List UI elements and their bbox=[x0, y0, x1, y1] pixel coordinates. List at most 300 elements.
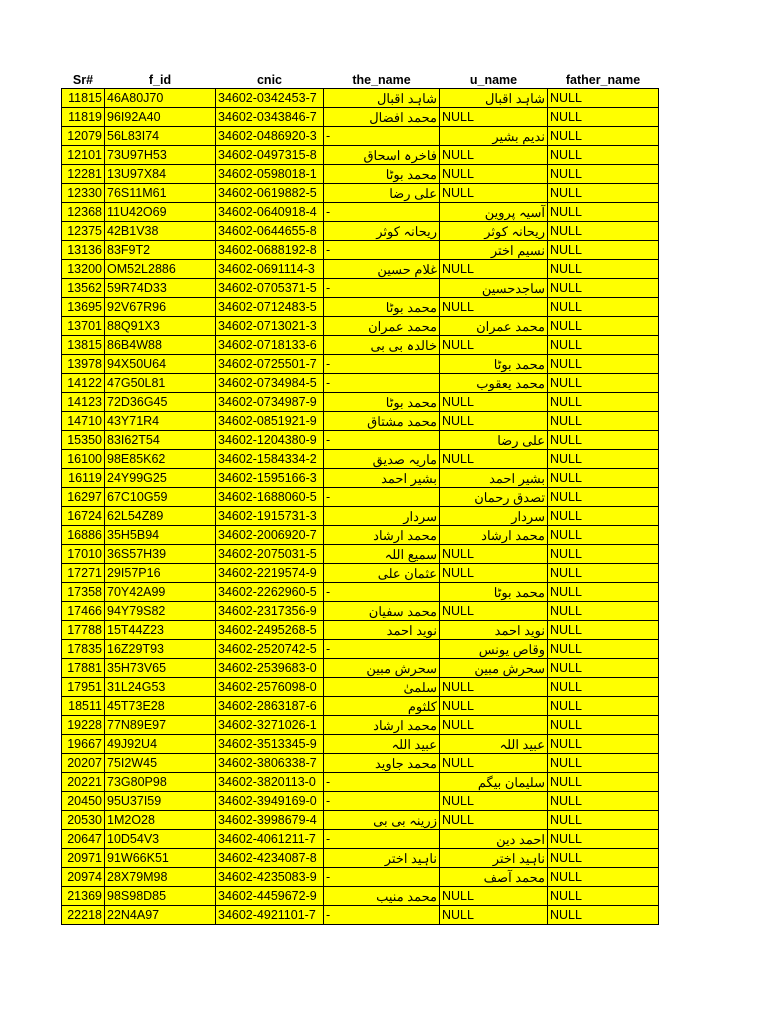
u-name-cell[interactable]: NULL bbox=[440, 545, 548, 564]
the-name-cell[interactable]: - bbox=[324, 640, 440, 659]
father-name-cell[interactable]: NULL bbox=[548, 716, 659, 735]
table-row bbox=[62, 393, 659, 412]
the-name-cell[interactable]: سردار bbox=[324, 507, 440, 526]
father-name-cell[interactable]: NULL bbox=[548, 621, 659, 640]
cnic-cell[interactable]: 34602-0712483-5 bbox=[216, 298, 324, 317]
f-id-cell[interactable]: 45T73E28 bbox=[105, 697, 216, 716]
sr-cell[interactable]: 16100 bbox=[62, 450, 105, 469]
the-name-cell[interactable]: کلثوم bbox=[324, 697, 440, 716]
sr-cell[interactable]: 12368 bbox=[62, 203, 105, 222]
the-name-cell[interactable]: نوید احمد bbox=[324, 621, 440, 640]
table-row bbox=[62, 754, 659, 773]
f-id-cell[interactable]: 22N4A97 bbox=[105, 906, 216, 925]
the-name-cell[interactable]: محمد منیب bbox=[324, 887, 440, 906]
cnic-cell[interactable]: 34602-0343846-7 bbox=[216, 108, 324, 127]
cnic-cell[interactable]: 34602-2006920-7 bbox=[216, 526, 324, 545]
the-name-cell[interactable]: عثمان علی bbox=[324, 564, 440, 583]
the-name-cell[interactable]: خالدہ بی بی bbox=[324, 336, 440, 355]
f-id-cell[interactable]: 36S57H39 bbox=[105, 545, 216, 564]
sr-cell[interactable]: 12375 bbox=[62, 222, 105, 241]
cnic-cell[interactable]: 34602-3271026-1 bbox=[216, 716, 324, 735]
f-id-cell[interactable]: 98E85K62 bbox=[105, 450, 216, 469]
f-id-cell[interactable]: 94X50U64 bbox=[105, 355, 216, 374]
the-name-cell[interactable]: - bbox=[324, 792, 440, 811]
the-name-cell[interactable]: غلام حسین bbox=[324, 260, 440, 279]
table-row bbox=[62, 602, 659, 621]
cnic-cell[interactable]: 34602-2520742-5 bbox=[216, 640, 324, 659]
f-id-cell[interactable]: 56L83I74 bbox=[105, 127, 216, 146]
u-name-cell[interactable]: NULL bbox=[440, 260, 548, 279]
f-id-cell[interactable]: 86B4W88 bbox=[105, 336, 216, 355]
f-id-cell[interactable]: 49J92U4 bbox=[105, 735, 216, 754]
the-name-cell[interactable]: علی رضا bbox=[324, 184, 440, 203]
father-name-cell[interactable]: NULL bbox=[548, 260, 659, 279]
f-id-cell[interactable]: 72D36G45 bbox=[105, 393, 216, 412]
u-name-cell[interactable]: NULL bbox=[440, 564, 548, 583]
the-name-cell[interactable]: ماریہ صدیق bbox=[324, 450, 440, 469]
father-name-cell[interactable]: NULL bbox=[548, 583, 659, 602]
cnic-cell[interactable]: 34602-1595166-3 bbox=[216, 469, 324, 488]
the-name-cell[interactable]: سمیع اللہ bbox=[324, 545, 440, 564]
f-id-cell[interactable]: 83I62T54 bbox=[105, 431, 216, 450]
the-name-cell[interactable]: - bbox=[324, 241, 440, 260]
the-name-cell[interactable]: محمد بوٹا bbox=[324, 298, 440, 317]
u-name-cell[interactable]: سردار bbox=[440, 507, 548, 526]
sr-cell[interactable]: 17358 bbox=[62, 583, 105, 602]
father-name-cell[interactable]: NULL bbox=[548, 317, 659, 336]
table-row bbox=[62, 488, 659, 507]
cnic-cell[interactable]: 34602-4234087-8 bbox=[216, 849, 324, 868]
sr-cell[interactable]: 13978 bbox=[62, 355, 105, 374]
cnic-cell[interactable]: 34602-0598018-1 bbox=[216, 165, 324, 184]
cnic-cell[interactable]: 34602-0725501-7 bbox=[216, 355, 324, 374]
table-body bbox=[62, 89, 659, 925]
the-name-cell[interactable]: - bbox=[324, 583, 440, 602]
u-name-cell[interactable]: تصدق رحمان bbox=[440, 488, 548, 507]
cnic-cell[interactable]: 34602-3998679-4 bbox=[216, 811, 324, 830]
u-name-cell[interactable]: ناہید اختر bbox=[440, 849, 548, 868]
father-name-cell[interactable]: NULL bbox=[548, 678, 659, 697]
u-name-cell[interactable]: احمد دین bbox=[440, 830, 548, 849]
table-row bbox=[62, 298, 659, 317]
cnic-cell[interactable]: 34602-0851921-9 bbox=[216, 412, 324, 431]
the-name-cell[interactable]: - bbox=[324, 868, 440, 887]
f-id-cell[interactable]: 11U42O69 bbox=[105, 203, 216, 222]
f-id-cell[interactable]: 59R74D33 bbox=[105, 279, 216, 298]
u-name-cell[interactable]: محمد بوٹا bbox=[440, 355, 548, 374]
father-name-cell[interactable]: NULL bbox=[548, 165, 659, 184]
the-name-cell[interactable]: شاہد اقبال bbox=[324, 89, 440, 108]
sr-cell[interactable]: 12330 bbox=[62, 184, 105, 203]
father-name-cell[interactable]: NULL bbox=[548, 298, 659, 317]
the-name-cell[interactable]: محمد بوٹا bbox=[324, 165, 440, 184]
sr-cell[interactable]: 17788 bbox=[62, 621, 105, 640]
the-name-cell[interactable]: - bbox=[324, 203, 440, 222]
f-id-cell[interactable]: 29I57P16 bbox=[105, 564, 216, 583]
f-id-cell[interactable]: 43Y71R4 bbox=[105, 412, 216, 431]
the-name-cell[interactable]: بشیر احمد bbox=[324, 469, 440, 488]
table-row bbox=[62, 108, 659, 127]
u-name-cell[interactable]: NULL bbox=[440, 146, 548, 165]
sr-cell[interactable]: 11815 bbox=[62, 89, 105, 108]
father-name-cell[interactable]: NULL bbox=[548, 735, 659, 754]
u-name-cell[interactable]: ندیم بشیر bbox=[440, 127, 548, 146]
u-name-cell[interactable]: NULL bbox=[440, 393, 548, 412]
f-id-cell[interactable]: 35H73V65 bbox=[105, 659, 216, 678]
father-name-cell[interactable]: NULL bbox=[548, 640, 659, 659]
f-id-cell[interactable]: 13U97X84 bbox=[105, 165, 216, 184]
f-id-cell[interactable]: 91W66K51 bbox=[105, 849, 216, 868]
father-name-cell[interactable]: NULL bbox=[548, 393, 659, 412]
father-name-cell[interactable]: NULL bbox=[548, 203, 659, 222]
father-name-cell[interactable]: NULL bbox=[548, 412, 659, 431]
f-id-cell[interactable]: 24Y99G25 bbox=[105, 469, 216, 488]
u-name-cell[interactable]: آسیہ پروین bbox=[440, 203, 548, 222]
the-name-cell[interactable]: - bbox=[324, 355, 440, 374]
u-name-cell[interactable]: NULL bbox=[440, 298, 548, 317]
father-name-cell[interactable]: NULL bbox=[548, 526, 659, 545]
the-name-cell[interactable]: ناہید اختر bbox=[324, 849, 440, 868]
the-name-cell[interactable]: محمد سفیان bbox=[324, 602, 440, 621]
f-id-cell[interactable]: 76S11M61 bbox=[105, 184, 216, 203]
f-id-cell[interactable]: 73U97H53 bbox=[105, 146, 216, 165]
the-name-cell[interactable]: فاخرہ اسحاق bbox=[324, 146, 440, 165]
father-name-cell[interactable]: NULL bbox=[548, 146, 659, 165]
the-name-cell[interactable]: - bbox=[324, 279, 440, 298]
f-id-cell[interactable]: OM52L2886 bbox=[105, 260, 216, 279]
father-name-cell[interactable]: NULL bbox=[548, 431, 659, 450]
u-name-cell[interactable]: شاہد اقبال bbox=[440, 89, 548, 108]
u-name-cell[interactable]: محمد عمران bbox=[440, 317, 548, 336]
sr-cell[interactable]: 13701 bbox=[62, 317, 105, 336]
cnic-cell[interactable]: 34602-2495268-5 bbox=[216, 621, 324, 640]
table-row bbox=[62, 621, 659, 640]
father-name-cell[interactable]: NULL bbox=[548, 564, 659, 583]
f-id-cell[interactable]: 28X79M98 bbox=[105, 868, 216, 887]
sr-cell[interactable]: 17951 bbox=[62, 678, 105, 697]
u-name-cell[interactable]: سحرش مبین bbox=[440, 659, 548, 678]
u-name-cell[interactable]: NULL bbox=[440, 678, 548, 697]
father-name-cell[interactable]: NULL bbox=[548, 89, 659, 108]
f-id-cell[interactable]: 67C10G59 bbox=[105, 488, 216, 507]
table-row bbox=[62, 697, 659, 716]
sr-cell[interactable]: 12101 bbox=[62, 146, 105, 165]
sr-cell[interactable]: 17010 bbox=[62, 545, 105, 564]
table-row bbox=[62, 431, 659, 450]
father-name-cell[interactable]: NULL bbox=[548, 659, 659, 678]
table-row bbox=[62, 545, 659, 564]
f-id-cell[interactable]: 42B1V38 bbox=[105, 222, 216, 241]
cnic-cell[interactable]: 34602-3820113-0 bbox=[216, 773, 324, 792]
the-name-cell[interactable]: - bbox=[324, 374, 440, 393]
table-row bbox=[62, 735, 659, 754]
sr-cell[interactable]: 22218 bbox=[62, 906, 105, 925]
the-name-cell[interactable]: - bbox=[324, 906, 440, 925]
table-row bbox=[62, 887, 659, 906]
table-row bbox=[62, 355, 659, 374]
table-row bbox=[62, 792, 659, 811]
cnic-cell[interactable]: 34602-0342453-7 bbox=[216, 89, 324, 108]
cnic-cell[interactable]: 34602-0497315-8 bbox=[216, 146, 324, 165]
sr-cell[interactable]: 19228 bbox=[62, 716, 105, 735]
table-row bbox=[62, 412, 659, 431]
u-name-cell[interactable]: NULL bbox=[440, 811, 548, 830]
cnic-cell[interactable]: 34602-0688192-8 bbox=[216, 241, 324, 260]
the-name-cell[interactable]: محمد ارشاد bbox=[324, 716, 440, 735]
u-name-cell[interactable]: سلیمان بیگم bbox=[440, 773, 548, 792]
cnic-cell[interactable]: 34602-1204380-9 bbox=[216, 431, 324, 450]
cnic-cell[interactable]: 34602-0644655-8 bbox=[216, 222, 324, 241]
sr-cell[interactable]: 17835 bbox=[62, 640, 105, 659]
sr-cell[interactable]: 20450 bbox=[62, 792, 105, 811]
f-id-cell[interactable]: 31L24G53 bbox=[105, 678, 216, 697]
f-id-cell[interactable]: 75I2W45 bbox=[105, 754, 216, 773]
u-name-cell[interactable]: NULL bbox=[440, 887, 548, 906]
cnic-cell[interactable]: 34602-2317356-9 bbox=[216, 602, 324, 621]
f-id-cell[interactable]: 16Z29T93 bbox=[105, 640, 216, 659]
cnic-cell[interactable]: 34602-2075031-5 bbox=[216, 545, 324, 564]
cnic-cell[interactable]: 34602-3806338-7 bbox=[216, 754, 324, 773]
cnic-cell[interactable]: 34602-3513345-9 bbox=[216, 735, 324, 754]
f-id-cell[interactable]: 15T44Z23 bbox=[105, 621, 216, 640]
the-name-cell[interactable]: - bbox=[324, 830, 440, 849]
father-name-cell[interactable]: NULL bbox=[548, 545, 659, 564]
f-id-cell[interactable]: 70Y42A99 bbox=[105, 583, 216, 602]
u-name-cell[interactable]: ریحانہ کوثر bbox=[440, 222, 548, 241]
the-name-cell[interactable]: محمد عمران bbox=[324, 317, 440, 336]
sr-cell[interactable]: 13695 bbox=[62, 298, 105, 317]
father-name-cell[interactable]: NULL bbox=[548, 127, 659, 146]
the-name-cell[interactable]: ریحانہ کوثر bbox=[324, 222, 440, 241]
f-id-cell[interactable]: 96I92A40 bbox=[105, 108, 216, 127]
cnic-cell[interactable]: 34602-2576098-0 bbox=[216, 678, 324, 697]
sr-cell[interactable]: 12281 bbox=[62, 165, 105, 184]
f-id-cell[interactable]: 92V67R96 bbox=[105, 298, 216, 317]
father-name-cell[interactable]: NULL bbox=[548, 507, 659, 526]
u-name-cell[interactable]: NULL bbox=[440, 602, 548, 621]
sr-cell[interactable]: 16886 bbox=[62, 526, 105, 545]
u-name-cell[interactable]: NULL bbox=[440, 450, 548, 469]
cnic-cell[interactable]: 34602-4061211-7 bbox=[216, 830, 324, 849]
sr-cell[interactable]: 13200 bbox=[62, 260, 105, 279]
records-table bbox=[61, 67, 659, 925]
u-name-cell[interactable]: علی رضا bbox=[440, 431, 548, 450]
table-row bbox=[62, 127, 659, 146]
sr-cell[interactable]: 17466 bbox=[62, 602, 105, 621]
u-name-cell[interactable]: NULL bbox=[440, 165, 548, 184]
sr-cell[interactable]: 16297 bbox=[62, 488, 105, 507]
sr-cell[interactable]: 12079 bbox=[62, 127, 105, 146]
cnic-cell[interactable]: 34602-4459672-9 bbox=[216, 887, 324, 906]
father-name-cell[interactable]: NULL bbox=[548, 450, 659, 469]
father-name-cell[interactable]: NULL bbox=[548, 792, 659, 811]
table-row bbox=[62, 659, 659, 678]
cnic-cell[interactable]: 34602-4235083-9 bbox=[216, 868, 324, 887]
cnic-cell[interactable]: 34602-3949169-0 bbox=[216, 792, 324, 811]
f-id-cell[interactable]: 73G80P98 bbox=[105, 773, 216, 792]
u-name-cell[interactable]: NULL bbox=[440, 108, 548, 127]
f-id-cell[interactable]: 10D54V3 bbox=[105, 830, 216, 849]
the-name-cell[interactable]: سلمیٰ bbox=[324, 678, 440, 697]
u-name-cell[interactable]: NULL bbox=[440, 336, 548, 355]
header-f-id: f_id bbox=[105, 67, 216, 89]
f-id-cell[interactable]: 47G50L81 bbox=[105, 374, 216, 393]
f-id-cell[interactable]: 35H5B94 bbox=[105, 526, 216, 545]
father-name-cell[interactable]: NULL bbox=[548, 222, 659, 241]
the-name-cell[interactable]: محمد مشتاق bbox=[324, 412, 440, 431]
cnic-cell[interactable]: 34602-2262960-5 bbox=[216, 583, 324, 602]
cnic-cell[interactable]: 34602-4921101-7 bbox=[216, 906, 324, 925]
u-name-cell[interactable]: NULL bbox=[440, 184, 548, 203]
f-id-cell[interactable]: 95U37I59 bbox=[105, 792, 216, 811]
table-row bbox=[62, 811, 659, 830]
table-row bbox=[62, 830, 659, 849]
father-name-cell[interactable]: NULL bbox=[548, 906, 659, 925]
table-row bbox=[62, 640, 659, 659]
u-name-cell[interactable]: ساجدحسین bbox=[440, 279, 548, 298]
cnic-cell[interactable]: 34602-2219574-9 bbox=[216, 564, 324, 583]
cnic-cell[interactable]: 34602-1584334-2 bbox=[216, 450, 324, 469]
cnic-cell[interactable]: 34602-2863187-6 bbox=[216, 697, 324, 716]
table-row bbox=[62, 868, 659, 887]
table-row bbox=[62, 526, 659, 545]
the-name-cell[interactable]: عبید اللہ bbox=[324, 735, 440, 754]
father-name-cell[interactable]: NULL bbox=[548, 849, 659, 868]
f-id-cell[interactable]: 98S98D85 bbox=[105, 887, 216, 906]
father-name-cell[interactable]: NULL bbox=[548, 355, 659, 374]
u-name-cell[interactable]: NULL bbox=[440, 754, 548, 773]
table-row bbox=[62, 469, 659, 488]
f-id-cell[interactable]: 83F9T2 bbox=[105, 241, 216, 260]
u-name-cell[interactable]: NULL bbox=[440, 412, 548, 431]
table-row bbox=[62, 583, 659, 602]
father-name-cell[interactable]: NULL bbox=[548, 374, 659, 393]
f-id-cell[interactable]: 46A80J70 bbox=[105, 89, 216, 108]
father-name-cell[interactable]: NULL bbox=[548, 469, 659, 488]
cnic-cell[interactable]: 34602-1915731-3 bbox=[216, 507, 324, 526]
u-name-cell[interactable]: نسیم اختر bbox=[440, 241, 548, 260]
u-name-cell[interactable]: وقاص یونس bbox=[440, 640, 548, 659]
sr-cell[interactable]: 21369 bbox=[62, 887, 105, 906]
f-id-cell[interactable]: 88Q91X3 bbox=[105, 317, 216, 336]
sr-cell[interactable]: 16724 bbox=[62, 507, 105, 526]
sr-cell[interactable]: 14123 bbox=[62, 393, 105, 412]
cnic-cell[interactable]: 34602-2539683-0 bbox=[216, 659, 324, 678]
sr-cell[interactable]: 20530 bbox=[62, 811, 105, 830]
u-name-cell[interactable]: عبید اللہ bbox=[440, 735, 548, 754]
the-name-cell[interactable]: زرینہ بی بی bbox=[324, 811, 440, 830]
u-name-cell[interactable]: NULL bbox=[440, 697, 548, 716]
sr-cell[interactable]: 17271 bbox=[62, 564, 105, 583]
sr-cell[interactable]: 14122 bbox=[62, 374, 105, 393]
the-name-cell[interactable]: محمد افضال bbox=[324, 108, 440, 127]
cnic-cell[interactable]: 34602-0619882-5 bbox=[216, 184, 324, 203]
father-name-cell[interactable]: NULL bbox=[548, 773, 659, 792]
the-name-cell[interactable]: - bbox=[324, 127, 440, 146]
cnic-cell[interactable]: 34602-1688060-5 bbox=[216, 488, 324, 507]
sr-cell[interactable]: 18511 bbox=[62, 697, 105, 716]
cnic-cell[interactable]: 34602-0734987-9 bbox=[216, 393, 324, 412]
cnic-cell[interactable]: 34602-0734984-5 bbox=[216, 374, 324, 393]
f-id-cell[interactable]: 77N89E97 bbox=[105, 716, 216, 735]
the-name-cell[interactable]: محمد بوٹا bbox=[324, 393, 440, 412]
sr-cell[interactable]: 20647 bbox=[62, 830, 105, 849]
sr-cell[interactable]: 17881 bbox=[62, 659, 105, 678]
father-name-cell[interactable]: NULL bbox=[548, 336, 659, 355]
u-name-cell[interactable]: محمد یعقوب bbox=[440, 374, 548, 393]
cnic-cell[interactable]: 34602-0640918-4 bbox=[216, 203, 324, 222]
sr-cell[interactable]: 13562 bbox=[62, 279, 105, 298]
sr-cell[interactable]: 20221 bbox=[62, 773, 105, 792]
father-name-cell[interactable]: NULL bbox=[548, 697, 659, 716]
table-row bbox=[62, 317, 659, 336]
u-name-cell[interactable]: محمد ارشاد bbox=[440, 526, 548, 545]
u-name-cell[interactable]: NULL bbox=[440, 792, 548, 811]
father-name-cell[interactable]: NULL bbox=[548, 488, 659, 507]
u-name-cell[interactable]: NULL bbox=[440, 906, 548, 925]
the-name-cell[interactable]: - bbox=[324, 773, 440, 792]
sr-cell[interactable]: 11819 bbox=[62, 108, 105, 127]
sr-cell[interactable]: 13815 bbox=[62, 336, 105, 355]
sr-cell[interactable]: 20971 bbox=[62, 849, 105, 868]
father-name-cell[interactable]: NULL bbox=[548, 887, 659, 906]
sr-cell[interactable]: 16119 bbox=[62, 469, 105, 488]
father-name-cell[interactable]: NULL bbox=[548, 279, 659, 298]
father-name-cell[interactable]: NULL bbox=[548, 811, 659, 830]
father-name-cell[interactable]: NULL bbox=[548, 830, 659, 849]
the-name-cell[interactable]: محمد ارشاد bbox=[324, 526, 440, 545]
cnic-cell[interactable]: 34602-0691114-3 bbox=[216, 260, 324, 279]
u-name-cell[interactable]: نوید احمد bbox=[440, 621, 548, 640]
table-row bbox=[62, 184, 659, 203]
u-name-cell[interactable]: محمد آصف bbox=[440, 868, 548, 887]
sr-cell[interactable]: 20974 bbox=[62, 868, 105, 887]
sr-cell[interactable]: 20207 bbox=[62, 754, 105, 773]
f-id-cell[interactable]: 94Y79S82 bbox=[105, 602, 216, 621]
father-name-cell[interactable]: NULL bbox=[548, 754, 659, 773]
the-name-cell[interactable]: - bbox=[324, 431, 440, 450]
u-name-cell[interactable]: بشیر احمد bbox=[440, 469, 548, 488]
header-u-name: u_name bbox=[440, 67, 548, 89]
sr-cell[interactable]: 15350 bbox=[62, 431, 105, 450]
father-name-cell[interactable]: NULL bbox=[548, 602, 659, 621]
cnic-cell[interactable]: 34602-0713021-3 bbox=[216, 317, 324, 336]
father-name-cell[interactable]: NULL bbox=[548, 108, 659, 127]
father-name-cell[interactable]: NULL bbox=[548, 868, 659, 887]
father-name-cell[interactable]: NULL bbox=[548, 241, 659, 260]
cnic-cell[interactable]: 34602-0705371-5 bbox=[216, 279, 324, 298]
father-name-cell[interactable]: NULL bbox=[548, 184, 659, 203]
cnic-cell[interactable]: 34602-0718133-6 bbox=[216, 336, 324, 355]
u-name-cell[interactable]: محمد بوٹا bbox=[440, 583, 548, 602]
table-row bbox=[62, 279, 659, 298]
u-name-cell[interactable]: NULL bbox=[440, 716, 548, 735]
sr-cell[interactable]: 13136 bbox=[62, 241, 105, 260]
cnic-cell[interactable]: 34602-0486920-3 bbox=[216, 127, 324, 146]
table-row bbox=[62, 165, 659, 184]
table-row bbox=[62, 450, 659, 469]
sr-cell[interactable]: 19667 bbox=[62, 735, 105, 754]
table-row bbox=[62, 849, 659, 868]
table-row bbox=[62, 773, 659, 792]
sr-cell[interactable]: 14710 bbox=[62, 412, 105, 431]
f-id-cell[interactable]: 62L54Z89 bbox=[105, 507, 216, 526]
the-name-cell[interactable]: محمد جاوید bbox=[324, 754, 440, 773]
the-name-cell[interactable]: - bbox=[324, 488, 440, 507]
table-row bbox=[62, 374, 659, 393]
the-name-cell[interactable]: سحرش مبین bbox=[324, 659, 440, 678]
f-id-cell[interactable]: 1M2O28 bbox=[105, 811, 216, 830]
